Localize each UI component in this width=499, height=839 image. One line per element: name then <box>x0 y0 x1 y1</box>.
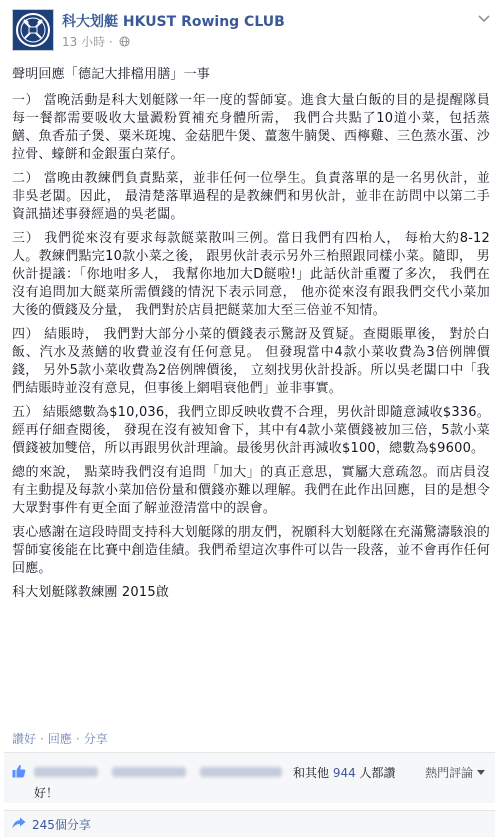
shares-panel <box>4 810 495 837</box>
time-label: 13 小時 <box>62 35 106 49</box>
post-timestamp[interactable] <box>62 33 130 50</box>
likes-suffix: 人都讚 <box>355 766 396 780</box>
thumbs-up-icon <box>12 764 26 778</box>
like-link[interactable]: 讚好 <box>12 732 37 746</box>
liker-name-blurred[interactable] <box>34 767 98 777</box>
likes-summary <box>293 764 396 781</box>
action-separator: · <box>40 732 44 746</box>
dropdown-triangle-icon <box>477 770 485 776</box>
time-separator: · <box>108 35 113 49</box>
share-count-link[interactable]: 245個分享 <box>32 818 91 832</box>
comment-snippet: 好！ <box>34 786 59 800</box>
likes-panel <box>4 752 495 803</box>
page-avatar[interactable] <box>12 9 54 51</box>
post-options-chevron-icon[interactable] <box>478 15 490 23</box>
post-title: 聲明回應「德記大排檔用膳」一事 <box>12 67 211 82</box>
post-paragraph-4: 四） 結賬時， 我們對大部分小菜的價錢表示驚訝及質疑。查閱賬單後， 對於白飯、汽水及蒸鱔的收費並沒有任何意見。 但發現當中4款小菜收費為3倍例牌價錢， 另外5款小菜收費為2倍例牌價後， 立刻找男伙計投訴。所以吳老闆口中「我們結賬時並沒有意見，但事後上網唱衰他們」並非事實。 <box>12 327 490 396</box>
post-paragraph-1: 一） 當晚活動是科大划艇隊一年一度的誓師宴。進食大量白飯的目的是提醒隊員每一餐都需要吸收大量澱粉質補充身體所需， 我們合共點了10道小菜，包括蒸鱔、魚香茄子煲、粟米斑塊、金菇肥牛煲、薑葱牛腩煲、西檸雞、三色蒸水蛋、沙拉骨、蠔餅和金銀蛋白菜仔。 <box>12 93 490 162</box>
comment-sort-dropdown[interactable] <box>425 764 485 781</box>
share-arrow-icon <box>12 817 26 829</box>
post-thanks: 衷心感謝在這段時間支持科大划艇隊的朋友們，祝願科大划艇隊在充滿驚濤駭浪的誓師宴後能在比賽中創造佳績。我們希望這次事件可以告一段落，並不會再作任何回應。 <box>12 525 490 576</box>
post-paragraph-5: 五） 結賬總數為$10,036，我們立即反映收費不合理，男伙計即隨意減收$336。經再仔細查閱後， 發現在沒有被知會下，其中有4款小菜價錢被加三倍，5款小菜價錢被加雙倍，所以再跟男伙計理論。最後男伙計再減收$100，總數為$9600。 <box>12 405 490 456</box>
post-paragraph-2: 二） 當晚由教練們負責點菜，並非任何一位學生。負責落單的是一名男伙計，並非吳老闆。因此， 最清楚落單過程的是教練們和男伙計，並非在訪問中以第二手資訊描述事發經過的吳老闆。 <box>12 171 490 222</box>
comment-sort-label: 熱門評論 <box>425 766 474 780</box>
globe-icon <box>119 36 130 47</box>
rowing-crest-icon <box>14 11 52 49</box>
comment-link[interactable]: 回應 <box>47 732 72 746</box>
liker-name-blurred[interactable] <box>200 767 282 777</box>
post-action-bar <box>12 730 108 747</box>
post-summary: 總的來說， 點菜時我們沒有追問「加大」的真正意思，實屬大意疏忽。而店員沒有主動提及每款小菜加倍份量和價錢亦難以理解。我們在此作出回應，目的是想令大眾對事件有更全面了解並澄清當中的誤會。 <box>12 465 490 516</box>
post-signature: 科大划艇隊教練團 2015啟 <box>12 585 170 600</box>
post-body <box>12 66 490 608</box>
likes-prefix: 和其他 <box>293 766 333 780</box>
post-paragraph-3: 三） 我們從來沒有要求每款餸菜散叫三例。當日我們有四枱人， 每枱大約8-12人。教練們點完10款小菜之後， 跟男伙計表示另外三枱照跟同樣小菜。隨即， 男伙計提議：「你地咁多人， 我幫你地加大D餸啦!」此話伙計重覆了多次， 我們在沒有追問加大餸菜所需價錢的情況下表示同意， 他亦從來沒有跟我們交代小菜加大後的價錢及分量， 我們對於店員把餸菜加大至三倍並不知情。 <box>12 231 490 318</box>
post-header <box>12 9 492 55</box>
likes-others-count[interactable]: 944 <box>332 766 356 780</box>
share-link[interactable]: 分享 <box>83 732 108 746</box>
action-separator: · <box>75 732 80 746</box>
page-name-link[interactable]: 科大划艇 HKUST Rowing CLUB <box>62 14 285 30</box>
liker-name-blurred[interactable] <box>112 767 186 777</box>
